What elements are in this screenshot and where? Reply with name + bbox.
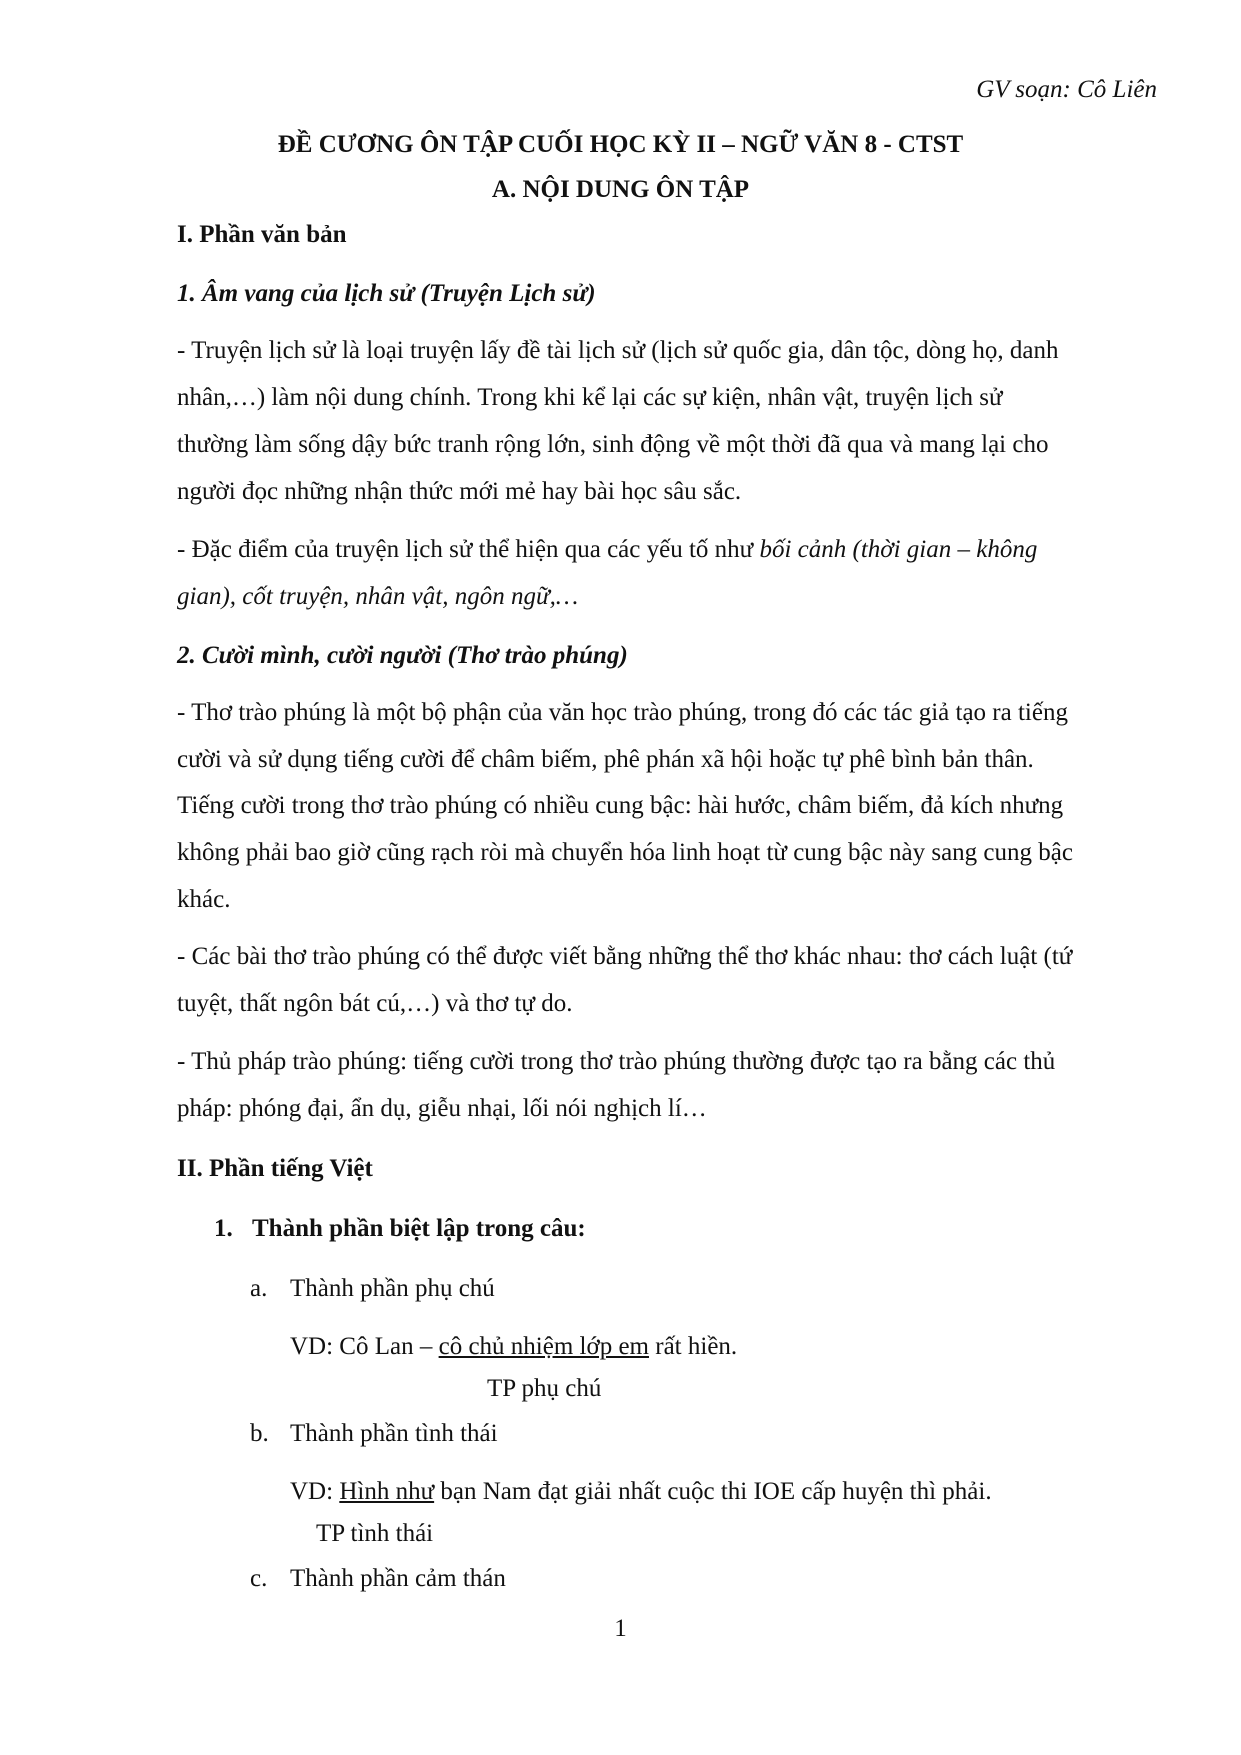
paragraph-text: - Đặc điểm của truyện lịch sử thể hiện qua các yếu tố như: [177, 536, 760, 563]
paragraph-line: khác.: [177, 886, 231, 913]
paragraph-line: - Truyện lịch sử là loại truyện lấy đề tài lịch sử (lịch sử quốc gia, dân tộc, dòng họ, danh: [177, 337, 1059, 364]
author-note: GV soạn: Cô Liên: [976, 76, 1157, 103]
paragraph-line: - Thủ pháp trào phúng: tiếng cười trong thơ trào phúng thường được tạo ra bằng các thủ: [177, 1048, 1056, 1075]
emphasis-text: bối cảnh (thời gian – không: [759, 536, 1038, 563]
sub-item-marker: c.: [250, 1565, 268, 1592]
list-item-label: Thành phần biệt lập trong câu:: [252, 1215, 586, 1242]
page-number: 1: [614, 1615, 627, 1642]
paragraph-line: người đọc những nhận thức mới mẻ hay bài học sâu sắc.: [177, 478, 742, 505]
paragraph-line: [177, 536, 1037, 564]
document-subtitle: A. NỘI DUNG ÔN TẬP: [491, 176, 750, 203]
component-note: TP tình thái: [316, 1520, 434, 1547]
paragraph-line: thường làm sống dậy bức tranh rộng lớn, sinh động về một thời đã qua và mang lại cho: [177, 431, 1049, 458]
sub-item-label: Thành phần phụ chú: [290, 1275, 495, 1302]
component-note: TP phụ chú: [487, 1375, 602, 1402]
example-suffix: rất hiền.: [649, 1333, 738, 1360]
example-prefix: VD:: [290, 1478, 340, 1505]
subsection-heading-1: 1. Âm vang của lịch sử (Truyện Lịch sử): [177, 280, 596, 307]
example-prefix: VD: Cô Lan –: [290, 1333, 439, 1360]
section-heading-1: I. Phần văn bản: [177, 221, 347, 248]
example-line: [290, 1333, 737, 1361]
example-suffix: bạn Nam đạt giải nhất cuộc thi IOE cấp huyện thì phải.: [434, 1478, 992, 1505]
paragraph-line: pháp: phóng đại, ẩn dụ, giễu nhại, lối nói nghịch lí…: [177, 1095, 707, 1122]
section-heading-2: II. Phần tiếng Việt: [177, 1155, 373, 1182]
paragraph-line: - Các bài thơ trào phúng có thể được viết bằng những thể thơ khác nhau: thơ cách luật (tứ: [177, 943, 1073, 970]
sub-item-marker: a.: [250, 1275, 268, 1302]
paragraph-line: gian), cốt truyện, nhân vật, ngôn ngữ,…: [177, 583, 579, 610]
paragraph-line: Tiếng cười trong thơ trào phúng có nhiều cung bậc: hài hước, châm biếm, đả kích nhưng: [177, 792, 1064, 819]
underlined-component: Hình như: [339, 1478, 435, 1505]
sub-item-label: Thành phần tình thái: [290, 1420, 498, 1447]
subsection-heading-2: 2. Cười mình, cười người (Thơ trào phúng): [177, 642, 628, 669]
paragraph-line: tuyệt, thất ngôn bát cú,…) và thơ tự do.: [177, 990, 573, 1017]
paragraph-line: không phải bao giờ cũng rạch ròi mà chuyển hóa linh hoạt từ cung bậc này sang cung bậc: [177, 839, 1073, 866]
document-title: ĐỀ CƯƠNG ÔN TẬP CUỐI HỌC KỲ II – NGỮ VĂN 8 - CTST: [277, 131, 964, 158]
underlined-component: cô chủ nhiệm lớp em: [438, 1333, 649, 1360]
list-item-number: 1.: [214, 1215, 233, 1242]
paragraph-line: nhân,…) làm nội dung chính. Trong khi kể lại các sự kiện, nhân vật, truyện lịch sử: [177, 384, 1003, 411]
sub-item-marker: b.: [250, 1420, 269, 1447]
paragraph-line: cười và sử dụng tiếng cười để châm biếm, phê phán xã hội hoặc tự phê bình bản thân.: [177, 746, 1034, 773]
sub-item-label: Thành phần cảm thán: [290, 1565, 506, 1592]
paragraph-line: - Thơ trào phúng là một bộ phận của văn học trào phúng, trong đó các tác giả tạo ra tiếng: [177, 699, 1068, 726]
example-line: [290, 1478, 992, 1506]
